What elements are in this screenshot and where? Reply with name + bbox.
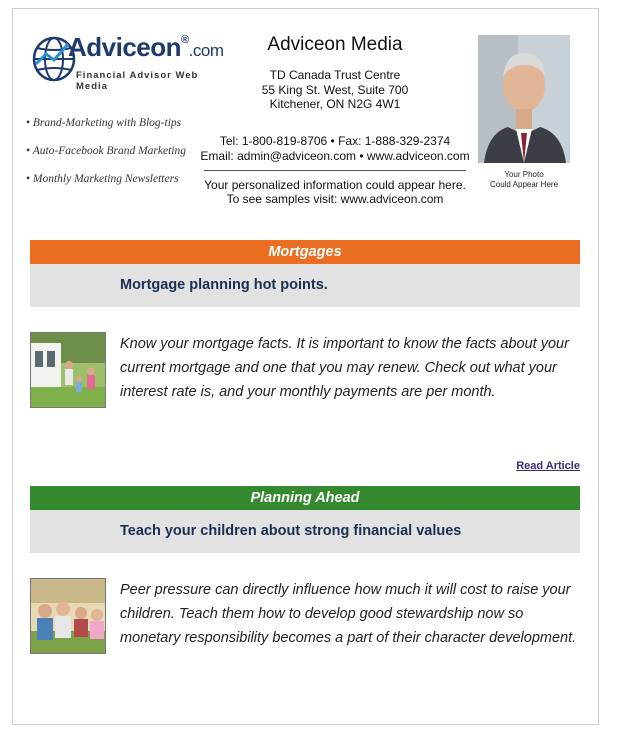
section-header-mortgages: Mortgages xyxy=(30,240,580,264)
children-family-image xyxy=(30,578,106,654)
family-house-photo-icon xyxy=(31,333,106,408)
section-subtitle-bar xyxy=(30,510,580,553)
divider xyxy=(204,170,466,171)
logo-tagline: Financial Advisor Web Media xyxy=(76,70,199,92)
bullet-item: • Brand-Marketing with Blog-tips xyxy=(26,117,182,129)
note-line: To see samples visit: www.adviceon.com xyxy=(226,191,444,206)
address-line: Kitchener, ON N2G 4W1 xyxy=(269,97,401,111)
email-web[interactable]: Email: admin@adviceon.com • www.adviceon.com xyxy=(200,148,470,163)
article-title-link[interactable]: Teach your children about strong financial values xyxy=(120,523,462,539)
mortgage-family-image xyxy=(30,332,106,408)
read-article-link[interactable]: Read Article xyxy=(516,460,580,472)
phone-fax: Tel: 1-800-819-8706 • Fax: 1-888-329-2374 xyxy=(219,133,451,148)
address-line: TD Canada Trust Centre xyxy=(269,68,401,82)
personalized-note xyxy=(196,178,474,206)
address xyxy=(196,68,474,112)
advisor-photo xyxy=(478,35,570,163)
article-title-link[interactable]: Mortgage planning hot points. xyxy=(120,277,328,293)
family-photo-icon xyxy=(31,579,106,654)
address-line: 55 King St. West, Suite 700 xyxy=(261,82,409,97)
section-subtitle-bar xyxy=(30,264,580,307)
logo-wordmark: Adviceon®.com xyxy=(68,32,224,62)
contact-block xyxy=(196,34,474,206)
bullet-item: • Auto-Facebook Brand Marketing xyxy=(26,145,186,157)
photo-caption: Your Photo Could Appear Here xyxy=(489,170,559,189)
person-photo-icon xyxy=(478,35,570,163)
note-line: Your personalized information could appear here. xyxy=(204,177,466,192)
org-name: Adviceon Media xyxy=(267,34,403,55)
adviceon-logo[interactable] xyxy=(24,28,224,92)
service-bullets xyxy=(26,117,186,201)
article-body: Know your mortgage facts. It is important to know the facts about your current mortgage and one that you may renew. Check out what your interest rate is, and your monthly payments are per month. xyxy=(120,336,569,400)
article-body: Peer pressure can directly influence how much it will cost to raise your children. Teach them how to develop good stewardship now so monetary responsibility becomes a part of their character development. xyxy=(120,582,577,646)
section-header-planning-ahead: Planning Ahead xyxy=(30,486,580,510)
bullet-item: • Monthly Marketing Newsletters xyxy=(26,173,179,185)
contact-info xyxy=(196,134,474,164)
